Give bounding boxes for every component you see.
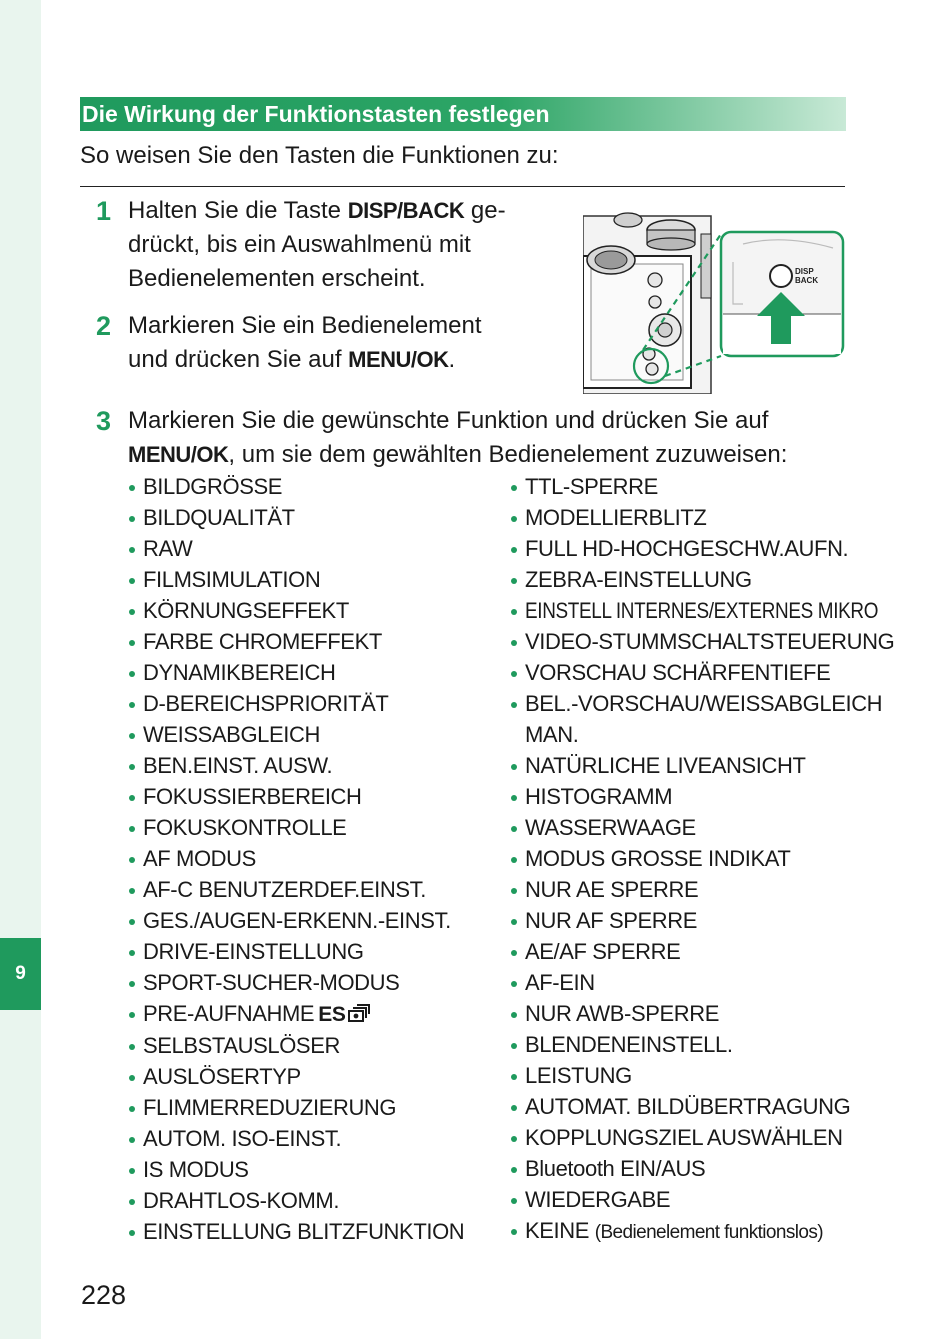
step-text-part: Halten Sie die Taste (128, 197, 348, 224)
list-item: WIEDERGABE (510, 1184, 936, 1215)
list-item: BEN.EINST. AUSW. (128, 750, 464, 781)
disp-button-label: DISP (795, 267, 814, 276)
list-item: NUR AF SPERRE (510, 905, 936, 936)
list-item: FILMSIMULATION (128, 564, 464, 595)
list-item: BILDGRÖSSE (128, 471, 464, 502)
divider-rule (80, 186, 845, 187)
list-item: NUR AE SPERRE (510, 874, 936, 905)
list-item (510, 595, 936, 626)
list-item: AF-EIN (510, 967, 936, 998)
list-item: FOKUSSIERBEREICH (128, 781, 464, 812)
list-item-label: PRE-AUFNAHME (143, 1001, 315, 1026)
list-item: VIDEO-STUMMSCHALTSTEUERUNG (510, 626, 936, 657)
list-item: AUTOM. ISO-EINST. (128, 1123, 464, 1154)
section-title: Die Wirkung der Funktionstasten festlegen (80, 97, 846, 131)
list-item: IS MODUS (128, 1154, 464, 1185)
list-item-label: EINSTELL INTERNES/EXTERNES MIKRO (525, 598, 879, 623)
list-item (510, 1215, 936, 1248)
back-button-label: BACK (795, 276, 819, 285)
side-strip (0, 0, 41, 1339)
list-item: NATÜRLICHE LIVEANSICHT (510, 750, 936, 781)
list-item: SELBSTAUSLÖSER (128, 1030, 464, 1061)
step-number: 2 (96, 311, 112, 341)
chapter-tab (0, 938, 41, 1010)
step-text-part: und drücken Sie auf (128, 346, 349, 373)
list-item (128, 998, 464, 1030)
step-text-part: , um sie dem gewählten Bedienelement zuzuweisen: (228, 441, 788, 468)
menu-ok-key: MENU/OK (128, 442, 229, 467)
intro-text: So weisen Sie den Tasten die Funktionen zu: (80, 142, 559, 169)
list-item: AUSLÖSERTYP (128, 1061, 464, 1092)
list-item: FULL HD-HOCHGESCHW.AUFN. (510, 533, 936, 564)
step-text-part: ge- (464, 197, 506, 224)
step-line (128, 438, 787, 472)
list-item: KOPPLUNGSZIEL AUSWÄHLEN (510, 1122, 936, 1153)
keine-note: (Bedienelement funktionslos) (594, 1222, 823, 1243)
list-item: HISTOGRAMM (510, 781, 936, 812)
step-line (128, 343, 482, 377)
step-text (128, 404, 787, 472)
step-line: Bedienelementen erscheint. (128, 265, 426, 292)
list-item: DYNAMIKBEREICH (128, 657, 464, 688)
list-item: KÖRNUNGSEFFEKT (128, 595, 464, 626)
list-item: RAW (128, 533, 464, 564)
list-item: ZEBRA-EINSTELLUNG (510, 564, 936, 595)
step-text-part: . (448, 346, 456, 373)
list-item-label: KEINE (525, 1218, 590, 1243)
camera-illustration (583, 204, 845, 394)
list-item: BILDQUALITÄT (128, 502, 464, 533)
list-item: BLENDENEINSTELL. (510, 1029, 936, 1060)
es-shutter-icon: ES (318, 1003, 346, 1026)
list-item: DRAHTLOS-KOMM. (128, 1185, 464, 1216)
step-text (128, 194, 506, 296)
function-list-right (510, 471, 936, 1248)
list-item: DRIVE-EINSTELLUNG (128, 936, 464, 967)
menu-ok-key: MENU/OK (348, 347, 449, 372)
step-line: Markieren Sie die gewünschte Funktion und drücken Sie auf (128, 407, 769, 434)
list-item: MODUS GROSSE INDIKAT (510, 843, 936, 874)
step-number: 3 (96, 406, 112, 436)
list-item: BEL.-VORSCHAU/WEISSABGLEICH (510, 688, 936, 719)
chapter-number: 9 (15, 963, 26, 984)
list-item: Bluetooth EIN/AUS (510, 1153, 936, 1184)
step-number: 1 (96, 196, 112, 226)
disp-back-key: DISP/BACK (347, 198, 465, 223)
list-item-continuation: MAN. (525, 722, 579, 747)
list-item: LEISTUNG (510, 1060, 936, 1091)
list-item: EINSTELLUNG BLITZFUNKTION (128, 1216, 464, 1247)
list-item: TTL-SPERRE (510, 471, 936, 502)
list-item: VORSCHAU SCHÄRFENTIEFE (510, 657, 936, 688)
list-item: WEISSABGLEICH (128, 719, 464, 750)
list-item: FLIMMERREDUZIERUNG (128, 1092, 464, 1123)
function-list-left (128, 471, 464, 1247)
step-line (128, 194, 506, 228)
list-item: WASSERWAAGE (510, 812, 936, 843)
list-item: AUTOMAT. BILDÜBERTRAGUNG (510, 1091, 936, 1122)
step-line: Markieren Sie ein Bedienelement (128, 312, 482, 339)
list-item: NUR AWB-SPERRE (510, 998, 936, 1029)
list-item: AF-C BENUTZERDEF.EINST. (128, 874, 464, 905)
list-item: SPORT-SUCHER-MODUS (128, 967, 464, 998)
list-item: GES./AUGEN-ERKENN.-EINST. (128, 905, 464, 936)
list-item: FOKUSKONTROLLE (128, 812, 464, 843)
list-item: AE/AF SPERRE (510, 936, 936, 967)
list-item: FARBE CHROMEFFEKT (128, 626, 464, 657)
burst-drive-icon (348, 1003, 370, 1023)
step-line: drückt, bis ein Auswahlmenü mit (128, 231, 471, 258)
list-item: MODELLIERBLITZ (510, 502, 936, 533)
list-item: D-BEREICHSPRIORITÄT (128, 688, 464, 719)
list-item: AF MODUS (128, 843, 464, 874)
step-text (128, 309, 482, 377)
page-number: 228 (81, 1280, 127, 1310)
